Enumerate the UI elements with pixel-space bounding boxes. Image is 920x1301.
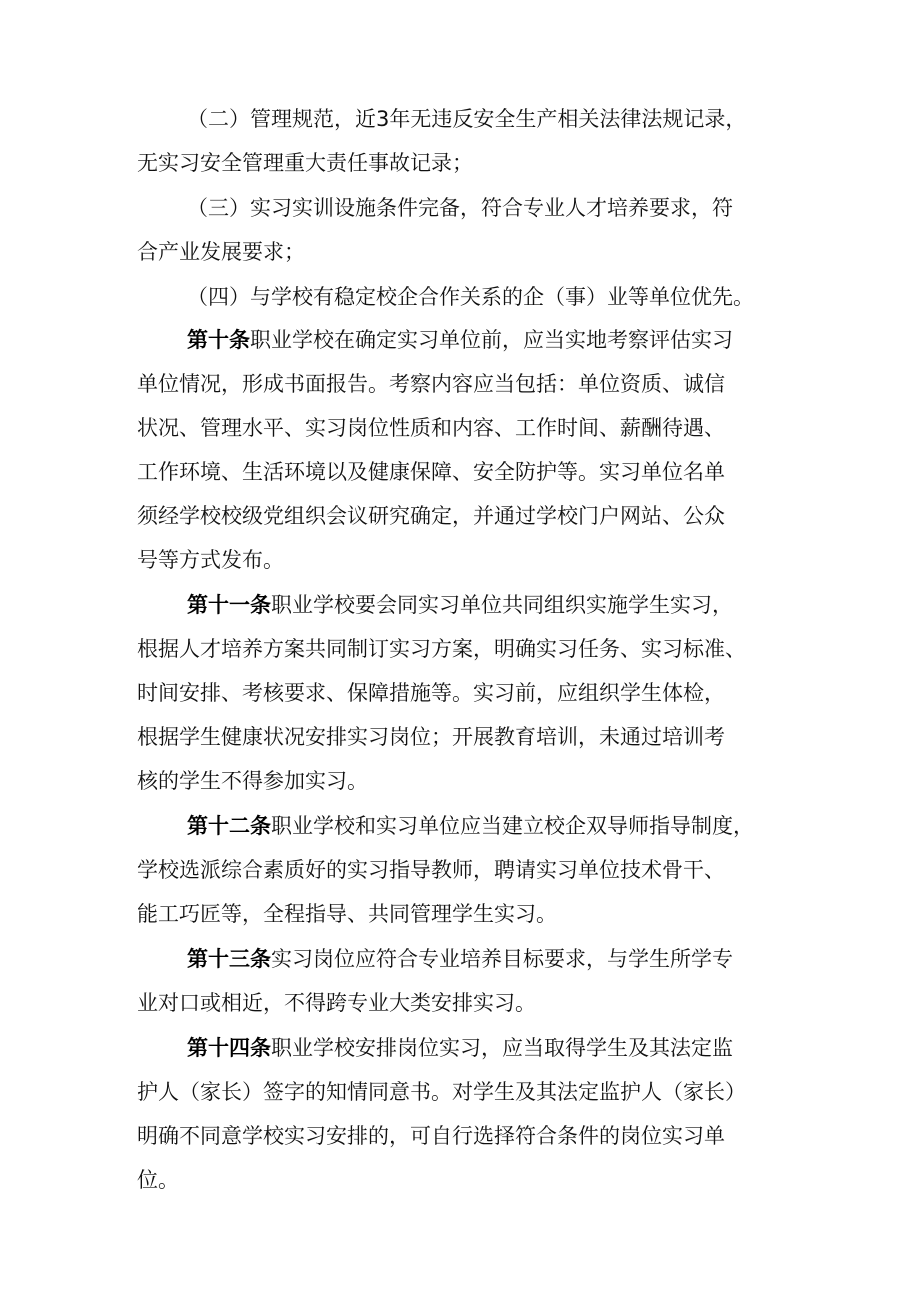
paragraph-line: 业对口或相近，不得跨专业大类安排实习。 (137, 991, 536, 1015)
paragraph-line: 工作环境、生活环境以及健康保障、安全防护等。实习单位名单 (137, 460, 725, 484)
article-first-line (187, 1028, 733, 1068)
article-text: 职业学校在确定实习单位前，应当实地考察评估实习 (250, 328, 733, 352)
article-first-line (187, 320, 733, 360)
article-text: 职业学校安排岗位实习，应当取得学生及其法定监 (271, 1036, 733, 1060)
paragraph-line: 无实习安全管理重大责任事故记录； (137, 151, 473, 175)
paragraph-line: 护人（家长）签字的知情同意书。对学生及其法定监护人（家长） (137, 1080, 746, 1104)
paragraph-line: 明确不同意学校实习安排的，可自行选择符合条件的岗位实习单 (137, 1124, 725, 1148)
article-first-line (187, 585, 733, 625)
paragraph-line: 学校选派综合素质好的实习指导教师，聘请实习单位技术骨干、 (137, 858, 725, 882)
article-number: 第十条 (187, 328, 250, 352)
article-number: 第十一条 (187, 593, 271, 617)
paragraph-line: 根据人才培养方案共同制订实习方案，明确实习任务、实习标准、 (137, 637, 746, 661)
article-number: 第十三条 (187, 947, 271, 971)
article-number: 第十四条 (187, 1036, 271, 1060)
article-text: 职业学校和实习单位应当建立校企双导师指导制度， (271, 814, 754, 838)
article-number: 第十二条 (187, 814, 271, 838)
paragraph-line: 单位情况，形成书面报告。考察内容应当包括：单位资质、诚信 (137, 372, 725, 396)
paragraph-line: 须经学校校级党组织会议研究确定，并通过学校门户网站、公众 (137, 504, 725, 528)
paragraph-line: （四）与学校有稳定校企合作关系的企（事）业等单位优先。 (187, 285, 754, 309)
paragraph-line: 合产业发展要求； (137, 240, 305, 264)
paragraph-line: 号等方式发布。 (137, 548, 284, 572)
article-text: 职业学校要会同实习单位共同组织实施学生实习， (271, 593, 733, 617)
article-first-line (187, 806, 754, 846)
paragraph-line: 能工巧匠等，全程指导、共同管理学生实习。 (137, 902, 557, 926)
paragraph-line: 时间安排、考核要求、保障措施等。实习前，应组织学生体检， (137, 681, 725, 705)
paragraph-line: 状况、管理水平、实习岗位性质和内容、工作时间、薪酬待遇、 (137, 416, 725, 440)
paragraph-line: 核的学生不得参加实习。 (137, 769, 368, 793)
paragraph-line: （二）管理规范，近3年无违反安全生产相关法律法规记录， (187, 107, 747, 131)
article-first-line (187, 939, 733, 979)
paragraph-line: （三）实习实训设施条件完备，符合专业人才培养要求，符 (187, 196, 733, 220)
paragraph-line: 位。 (137, 1168, 179, 1192)
article-text: 实习岗位应符合专业培养目标要求，与学生所学专 (271, 947, 733, 971)
paragraph-line: 根据学生健康状况安排实习岗位；开展教育培训，未通过培训考 (137, 725, 725, 749)
